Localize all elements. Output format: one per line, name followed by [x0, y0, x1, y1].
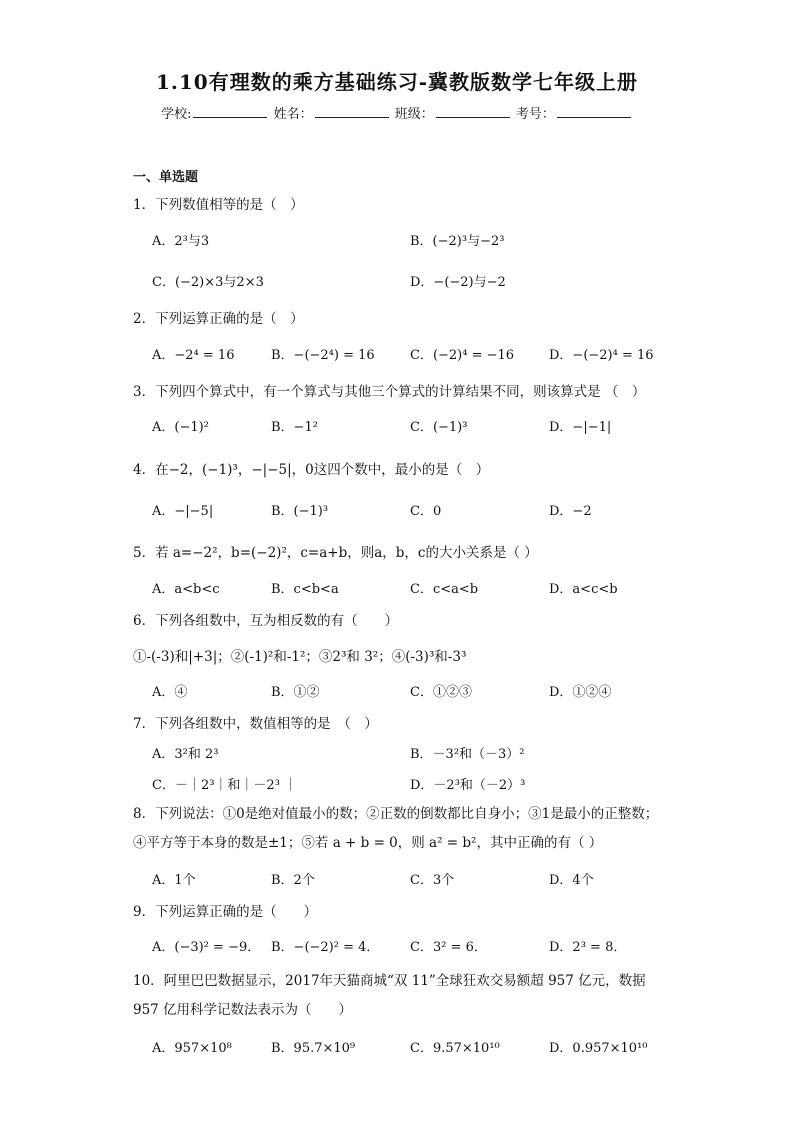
- question-4-option-d[interactable]: D．−2: [549, 504, 592, 519]
- question-8-option-c[interactable]: C．3个: [410, 873, 455, 888]
- question-5-option-b[interactable]: B．c<b<a: [271, 582, 339, 597]
- question-2-option-d[interactable]: D．−(−2)⁴ = 16: [549, 348, 654, 363]
- question-7-option-d[interactable]: D．－2³和（－2）³: [410, 778, 526, 793]
- question-6-option-a[interactable]: A．④: [152, 685, 188, 700]
- question-4-option-a[interactable]: A．−|−5|: [152, 504, 214, 519]
- question-8-option-d[interactable]: D．4个: [549, 873, 594, 888]
- question-4-option-c[interactable]: C．0: [410, 504, 442, 519]
- question-3-option-c[interactable]: C．(−1)³: [410, 420, 468, 435]
- section-heading: 一、单选题: [133, 170, 199, 185]
- question-7-stem: 7．下列各组数中，数值相等的是 （ ）: [133, 716, 378, 732]
- school-blank[interactable]: [193, 105, 267, 118]
- question-6-groups: ①-(-3)和|+3|；②(-1)²和-1²；③2³和 3²；④(-3)³和-3³: [133, 649, 467, 665]
- question-3-option-b[interactable]: B．−1²: [271, 420, 318, 435]
- question-2-option-c[interactable]: C．(−2)⁴ = −16: [410, 348, 515, 363]
- question-1-stem: 1．下列数值相等的是（ ）: [133, 197, 304, 213]
- question-3-option-d[interactable]: D．−|−1|: [549, 420, 612, 435]
- student-info-line: [0, 103, 794, 122]
- question-3-stem: 3．下列四个算式中，有一个算式与其他三个算式的计算结果不同，则该算式是 （ ）: [133, 384, 646, 400]
- question-7-option-b[interactable]: B．－3²和（－3）²: [410, 747, 525, 762]
- question-9-option-d[interactable]: D．2³ = 8．: [549, 940, 627, 955]
- question-10-option-d[interactable]: D．0.957×10¹⁰: [549, 1041, 648, 1056]
- question-4-stem: 4．在−2，(−1)³，−|−5|，0这四个数中，最小的是（ ）: [133, 462, 490, 478]
- question-5-stem: 5．若 a=−2²，b=(−2)²，c=a+b，则a，b，c的大小关系是（ ）: [133, 545, 538, 561]
- question-9-option-b[interactable]: B．−(−2)² = 4．: [271, 940, 380, 955]
- question-10-option-a[interactable]: A．957×10⁸: [152, 1041, 232, 1056]
- question-6-option-c[interactable]: C．①②③: [410, 685, 472, 700]
- number-label: 考号：: [515, 107, 555, 122]
- question-8-option-a[interactable]: A．1个: [152, 873, 196, 888]
- question-10-option-c[interactable]: C．9.57×10¹⁰: [410, 1041, 500, 1056]
- question-8-option-b[interactable]: B．2个: [271, 873, 315, 888]
- question-7-option-a[interactable]: A．3²和 2³: [152, 747, 219, 762]
- class-blank[interactable]: [436, 105, 510, 118]
- question-1-option-d[interactable]: D．−(−2)与−2: [410, 275, 506, 290]
- question-1-option-c[interactable]: C．(−2)×3与2×3: [152, 275, 264, 290]
- class-label: 班级：: [394, 107, 434, 122]
- question-4-option-b[interactable]: B．(−1)³: [271, 504, 329, 519]
- question-5-option-c[interactable]: C．c<a<b: [410, 582, 479, 597]
- question-2-option-b[interactable]: B．−(−2⁴) = 16: [271, 348, 375, 363]
- question-9-option-c[interactable]: C．3² = 6．: [410, 940, 487, 955]
- question-9-option-a[interactable]: A．(−3)² = −9．: [152, 940, 261, 955]
- question-2-option-a[interactable]: A．−2⁴ = 16: [152, 348, 235, 363]
- question-8-stem: 8．下列说法：①0是绝对值最小的数；②正数的倒数都比自身小；③1是最小的正整数；④平方等于本身的数是±1；⑤若 a + b = 0，则 a² = b²，其中正确的有（ ）: [133, 806, 659, 851]
- question-5-option-d[interactable]: D．a<c<b: [549, 582, 618, 597]
- question-6-stem: 6．下列各组数中，互为相反数的有（ ）: [133, 613, 399, 629]
- question-6-option-d[interactable]: D．①②④: [549, 685, 612, 700]
- question-10-option-b[interactable]: B．95.7×10⁹: [271, 1041, 356, 1056]
- number-blank[interactable]: [557, 105, 631, 118]
- question-7-option-c[interactable]: C．－｜2³｜和｜－2³ ｜: [152, 778, 298, 793]
- question-2-stem: 2．下列运算正确的是（ ）: [133, 311, 304, 327]
- question-5-option-a[interactable]: A．a<b<c: [152, 582, 220, 597]
- question-6-option-b[interactable]: B．①②: [271, 685, 320, 700]
- question-1-option-a[interactable]: A．2³与3: [152, 234, 210, 249]
- name-blank[interactable]: [315, 105, 389, 118]
- question-9-stem: 9．下列运算正确的是（ ）: [133, 904, 318, 920]
- name-label: 姓名：: [273, 107, 313, 122]
- page-title: 1.10有理数的乘方基础练习-冀教版数学七年级上册: [155, 70, 638, 94]
- question-1-option-b[interactable]: B．(−2)³与−2³: [410, 234, 505, 249]
- school-label: 学校:: [161, 107, 192, 122]
- question-3-option-a[interactable]: A．(−1)²: [152, 420, 209, 435]
- question-10-stem: 10．阿里巴巴数据显示，2017年天猫商城“双 11”全球狂欢交易额超 957 亿元，数据 957 亿用科学记数法表示为（ ）: [133, 973, 646, 1018]
